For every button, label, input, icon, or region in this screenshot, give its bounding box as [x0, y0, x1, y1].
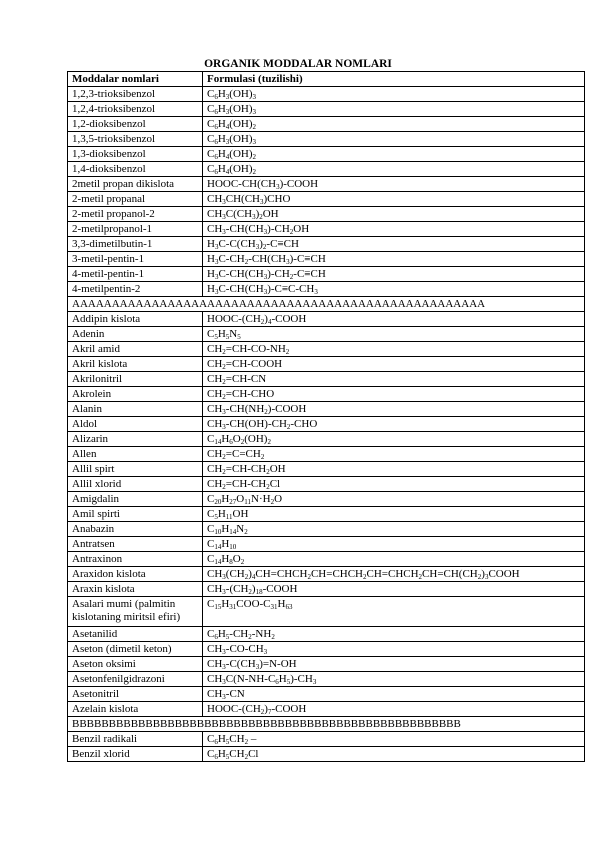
compound-formula: $CH_3-CN$ — [203, 687, 585, 702]
compound-formula: $CH_3C(N-NH-C_6H_5)-CH_3$ — [203, 672, 585, 687]
compound-formula: $C_5H_{11}OH$ — [203, 507, 585, 522]
table-row — [68, 627, 585, 642]
compound-name: Benzil xlorid — [68, 747, 203, 762]
table-row — [68, 222, 585, 237]
table-row — [68, 642, 585, 657]
table-row — [68, 177, 585, 192]
table-row — [68, 447, 585, 462]
compound-name: Araxidon kislota — [68, 567, 203, 582]
table-row — [68, 87, 585, 102]
table-row — [68, 252, 585, 267]
table-row — [68, 357, 585, 372]
compound-formula: $C_6H_4(OH)_2$ — [203, 162, 585, 177]
compound-name: Amigdalin — [68, 492, 203, 507]
compound-name: 2metil propan dikislota — [68, 177, 203, 192]
compound-name: 1,2,3-trioksibenzol — [68, 87, 203, 102]
table-row — [68, 267, 585, 282]
table-row — [68, 117, 585, 132]
table-row — [68, 552, 585, 567]
compound-name: Akril kislota — [68, 357, 203, 372]
table-row — [68, 507, 585, 522]
compound-formula: $C_6H_5-CH_2-NH_2$ — [203, 627, 585, 642]
compound-table — [67, 71, 585, 762]
letter-separator: AAAAAAAAAAAAAAAAAAAAAAAAAAAAAAAAAAAAAAAAAAAAAAAAAAAA — [68, 297, 585, 312]
compound-formula: $H_3C-CH_2-CH(CH_3)-C\equiv CH$ — [203, 252, 585, 267]
table-row — [68, 687, 585, 702]
table-row — [68, 462, 585, 477]
table-row — [68, 282, 585, 297]
table-header-row — [68, 72, 585, 87]
compound-name: Anabazin — [68, 522, 203, 537]
table-row — [68, 102, 585, 117]
compound-formula: HOOC-$(CH_2)_4$-COOH — [203, 312, 585, 327]
table-row — [68, 672, 585, 687]
compound-name: 1,2,4-trioksibenzol — [68, 102, 203, 117]
table-row — [68, 387, 585, 402]
compound-formula: $CH_3C(CH_3)_2OH$ — [203, 207, 585, 222]
compound-formula: $C_6H_3(OH)_3$ — [203, 102, 585, 117]
compound-formula: $CH_3(CH_2)_4CH=CHCH_2CH=CHCH_2CH=CHCH_2CH=CH(CH_2)_3COOH$ — [203, 567, 585, 582]
table-row — [68, 342, 585, 357]
compound-name: Akrolein — [68, 387, 203, 402]
header-name: Moddalar nomlari — [68, 72, 203, 87]
compound-formula: HOOC-$CH(CH_3)$-COOH — [203, 177, 585, 192]
compound-name: Benzil radikali — [68, 732, 203, 747]
compound-name: 1,3-dioksibenzol — [68, 147, 203, 162]
compound-name: Asetanilid — [68, 627, 203, 642]
letter-separator-row — [68, 717, 585, 732]
compound-formula: $CH_3-CO-CH_3$ — [203, 642, 585, 657]
table-row — [68, 477, 585, 492]
table-row — [68, 582, 585, 597]
compound-formula: $C_6H_4(OH)_2$ — [203, 147, 585, 162]
table-row — [68, 537, 585, 552]
compound-formula: $CH_2=CH-CN$ — [203, 372, 585, 387]
compound-name: 1,4-dioksibenzol — [68, 162, 203, 177]
table-row — [68, 702, 585, 717]
compound-formula: $CH_3-CH(NH_2)$-COOH — [203, 402, 585, 417]
table-row — [68, 567, 585, 582]
compound-table-body — [68, 72, 585, 762]
letter-separator: BBBBBBBBBBBBBBBBBBBBBBBBBBBBBBBBBBBBBBBBBBBBBBBBBBBBB — [68, 717, 585, 732]
compound-formula: $CH_2=CH-CO-NH_2$ — [203, 342, 585, 357]
table-row — [68, 597, 585, 627]
compound-name: 1,3,5-trioksibenzol — [68, 132, 203, 147]
compound-formula: $C_{14}H_8O_2$ — [203, 552, 585, 567]
table-row — [68, 732, 585, 747]
compound-name: 2-metil propanal — [68, 192, 203, 207]
compound-name: Amil spirti — [68, 507, 203, 522]
compound-name: Aseton (dimetil keton) — [68, 642, 203, 657]
table-row — [68, 132, 585, 147]
compound-name: Allil spirt — [68, 462, 203, 477]
compound-formula: $CH_2=CH-CH_2OH$ — [203, 462, 585, 477]
table-row — [68, 402, 585, 417]
compound-name: Asetonfenilgidrazoni — [68, 672, 203, 687]
table-row — [68, 147, 585, 162]
header-formula: Formulasi (tuzilishi) — [203, 72, 585, 87]
compound-name: Antratsen — [68, 537, 203, 552]
compound-formula: $CH_2=CH$-COOH — [203, 357, 585, 372]
letter-separator-row — [68, 297, 585, 312]
compound-name: 2-metilpropanol-1 — [68, 222, 203, 237]
compound-name: Araxin kislota — [68, 582, 203, 597]
page-title: ORGANIK MODDALAR NOMLARI — [204, 58, 392, 70]
table-row — [68, 162, 585, 177]
compound-name: 1,2-dioksibenzol — [68, 117, 203, 132]
table-row — [68, 237, 585, 252]
compound-name: Allil xlorid — [68, 477, 203, 492]
compound-formula: $H_3C-CH(CH_3)-C\equiv C-CH_3$ — [203, 282, 585, 297]
compound-name: Alanin — [68, 402, 203, 417]
compound-formula: $CH_3-(CH_2)_{18}$-COOH — [203, 582, 585, 597]
compound-name: Alizarin — [68, 432, 203, 447]
compound-formula: $C_6H_3(OH)_3$ — [203, 87, 585, 102]
compound-name: Asalari mumi (palmitin kislotaning miritsil efiri) — [68, 597, 203, 627]
compound-formula: $CH_3-CH(CH_3)-CH_2OH$ — [203, 222, 585, 237]
compound-name: Allen — [68, 447, 203, 462]
compound-name: 3-metil-pentin-1 — [68, 252, 203, 267]
compound-formula: $C_6H_5CH_2$ – — [203, 732, 585, 747]
compound-formula: $C_{14}H_{10}$ — [203, 537, 585, 552]
table-row — [68, 327, 585, 342]
table-row — [68, 312, 585, 327]
table-row — [68, 207, 585, 222]
compound-name: Akrilonitril — [68, 372, 203, 387]
compound-name: Aldol — [68, 417, 203, 432]
table-row — [68, 747, 585, 762]
compound-name: Adenin — [68, 327, 203, 342]
compound-formula: $C_{20}H_{27}O_{11}N\cdot H_2O$ — [203, 492, 585, 507]
compound-formula: $C_5H_5N_5$ — [203, 327, 585, 342]
compound-name: Asetonitril — [68, 687, 203, 702]
compound-formula: $C_6H_4(OH)_2$ — [203, 117, 585, 132]
compound-name: Aseton oksimi — [68, 657, 203, 672]
compound-formula: $C_{10}H_{14}N_2$ — [203, 522, 585, 537]
table-row — [68, 522, 585, 537]
compound-formula: $C_{15}H_{31}COO-C_{31}H_{63}$ — [203, 597, 585, 627]
compound-formula: $C_6H_3(OH)_3$ — [203, 132, 585, 147]
compound-formula: $C_{14}H_6O_2(OH)_2$ — [203, 432, 585, 447]
table-row — [68, 492, 585, 507]
compound-name: Antraxinon — [68, 552, 203, 567]
compound-formula: $H_3C-C(CH_3)_2-C\equiv CH$ — [203, 237, 585, 252]
compound-formula: $H_3C-CH(CH_3)-CH_2-C\equiv CH$ — [203, 267, 585, 282]
compound-formula: $CH_2=CH-CH_2Cl$ — [203, 477, 585, 492]
compound-name: 3,3-dimetilbutin-1 — [68, 237, 203, 252]
compound-formula: HOOC-$(CH_2)_7$-COOH — [203, 702, 585, 717]
compound-formula: $C_6H_5CH_2Cl$ — [203, 747, 585, 762]
table-row — [68, 192, 585, 207]
table-row — [68, 417, 585, 432]
table-row — [68, 432, 585, 447]
table-row — [68, 372, 585, 387]
compound-formula: $CH_3-C(CH_3)=N-OH$ — [203, 657, 585, 672]
compound-name: Addipin kislota — [68, 312, 203, 327]
compound-formula: $CH_2=CH$-CHO — [203, 387, 585, 402]
compound-name: 4-metil-pentin-1 — [68, 267, 203, 282]
table-row — [68, 657, 585, 672]
compound-formula: $CH_2=C=CH_2$ — [203, 447, 585, 462]
compound-name: Azelain kislota — [68, 702, 203, 717]
compound-name: 2-metil propanol-2 — [68, 207, 203, 222]
compound-formula: $CH_3CH(CH_3)CHO$ — [203, 192, 585, 207]
compound-formula: $CH_3-CH(OH)-CH_2$-CHO — [203, 417, 585, 432]
compound-name: 4-metilpentin-2 — [68, 282, 203, 297]
compound-name: Akril amid — [68, 342, 203, 357]
